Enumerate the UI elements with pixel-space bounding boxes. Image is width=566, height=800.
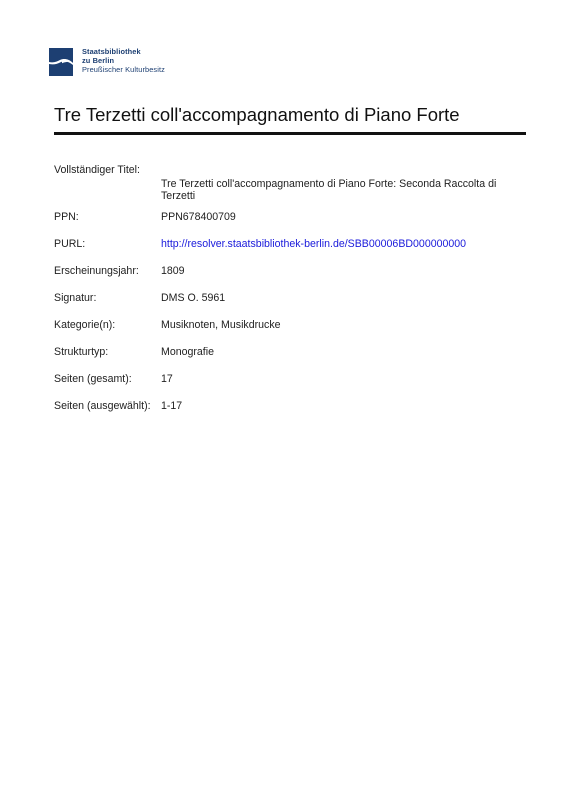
logo-wordmark bbox=[82, 47, 165, 75]
metadata-label: Seiten (ausgewählt): bbox=[54, 400, 151, 412]
metadata-value: Tre Terzetti coll'accompagnamento di Piano Forte: Seconda Raccolta di Terzetti bbox=[161, 178, 497, 202]
library-logo bbox=[48, 47, 165, 77]
metadata-label: PURL: bbox=[54, 238, 86, 250]
metadata-value: 17 bbox=[161, 373, 173, 385]
metadata-label: Strukturtyp: bbox=[54, 346, 109, 358]
metadata-label: Kategorie(n): bbox=[54, 319, 116, 331]
metadata-row-full-title bbox=[54, 165, 526, 212]
metadata-value: 1-17 bbox=[161, 400, 183, 412]
metadata-row-ppn bbox=[54, 212, 526, 239]
metadata-value: 1809 bbox=[161, 265, 185, 277]
metadata-label: Seiten (gesamt): bbox=[54, 373, 132, 385]
metadata-value bbox=[161, 239, 526, 266]
logo-line-1: Staatsbibliothek bbox=[82, 47, 141, 56]
logo-line-2: zu Berlin bbox=[82, 56, 115, 66]
page-title: Tre Terzetti coll'accompagnamento di Piano Forte bbox=[54, 104, 460, 125]
metadata-value: PPN678400709 bbox=[161, 211, 236, 223]
metadata-label: Signatur: bbox=[54, 292, 97, 304]
metadata-label: Vollständiger Titel: bbox=[54, 164, 140, 176]
metadata-label: Erscheinungsjahr: bbox=[54, 265, 139, 277]
metadata-label: PPN: bbox=[54, 211, 79, 223]
metadata-row-structure-type bbox=[54, 347, 526, 374]
metadata-row-signature bbox=[54, 293, 526, 320]
metadata-row-pages-total bbox=[54, 374, 526, 401]
metadata-row-pages-selected bbox=[54, 401, 526, 428]
eagle-icon bbox=[48, 47, 74, 77]
metadata-row-categories bbox=[54, 320, 526, 347]
logo-line-3: Preußischer Kulturbesitz bbox=[82, 65, 165, 75]
metadata-value: Monografie bbox=[161, 346, 214, 358]
metadata-table bbox=[54, 165, 526, 428]
purl-link[interactable]: http://resolver.staatsbibliothek-berlin.de/SBB00006BD000000000 bbox=[161, 238, 467, 250]
metadata-row-purl bbox=[54, 239, 526, 266]
metadata-row-year bbox=[54, 266, 526, 293]
title-divider bbox=[54, 132, 526, 135]
metadata-value: DMS O. 5961 bbox=[161, 292, 226, 304]
metadata-value: Musiknoten, Musikdrucke bbox=[161, 319, 281, 331]
